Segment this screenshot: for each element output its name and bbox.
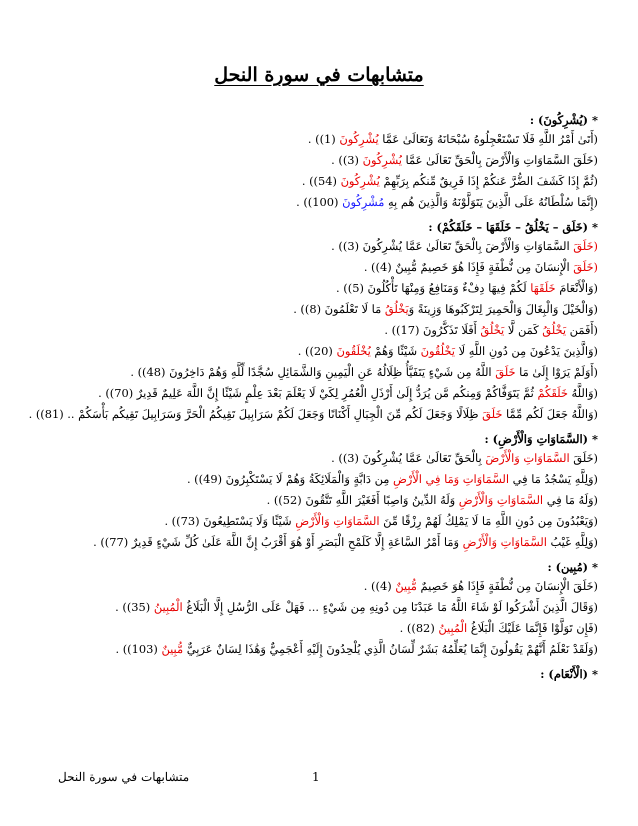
verse-text: (وَلَهُ مَا فِي xyxy=(543,493,598,507)
highlighted-word: خَلَقَ xyxy=(482,407,503,421)
section-heading: * (مُبِين) : xyxy=(547,560,598,574)
verse-text: ثُمَّ يَتَوَفَّاكُمْ وَمِنكُم مَّن يُرَدُّ إِلَىٰ أَرْذَلِ الْعُمُرِ لِكَيْ لَا يَعْلَمَ بَعْدَ عِلْمٍ شَيْئًا إِنَّ اللَّهَ عَلِيمٌ قَدِيرٌ (70)) . xyxy=(98,386,538,400)
section-heading: * (الْأَنْعَام) : xyxy=(540,667,598,681)
verse-text: (أَتَىٰ أَمْرُ اللَّهِ فَلَا تَسْتَعْجِلُوهُ سُبْحَانَهُ وَتَعَالَىٰ عَمَّا xyxy=(378,132,598,146)
verse-line xyxy=(38,150,598,171)
verse-line xyxy=(38,278,598,299)
verse-text: (وَلِلَّهِ غَيْبُ xyxy=(546,535,598,549)
verse-line xyxy=(38,257,598,278)
verse-text: كَمَن لَّا xyxy=(504,323,543,337)
highlighted-word: يَخْلُقُ xyxy=(542,323,567,337)
verse-text: السَّمَاوَاتِ وَالْأَرْضَ بِالْحَقِّ تَعَالَىٰ عَمَّا يُشْرِكُونَ (3)) . xyxy=(331,239,574,253)
verse-text: (4)) . xyxy=(363,579,396,593)
verse-text: (20)) . xyxy=(297,344,337,358)
highlighted-word: يَخْلُقُ xyxy=(384,302,409,316)
highlighted-word: السَّمَاوَاتِ وَالْأَرْضِ xyxy=(295,514,380,528)
highlighted-word: يُشْرِكُونَ xyxy=(340,174,380,188)
highlighted-word: يَخْلُقُونَ xyxy=(420,344,455,358)
highlighted-word: السَّمَاوَاتِ وَمَا فِي الْأَرْضِ xyxy=(392,472,510,486)
verse-text: (وَاللَّهُ جَعَلَ لَكُم مِّمَّا xyxy=(502,407,598,421)
highlighted-word: خَلَقَ xyxy=(495,365,516,379)
highlighted-word: خَلَقَكُمْ xyxy=(537,386,568,400)
verse-text: (3)) . xyxy=(331,153,363,167)
verse-line xyxy=(38,490,598,511)
verse-text: (وَيَعْبُدُونَ مِن دُونِ اللَّهِ مَا لَا يَمْلِكُ لَهُمْ رِزْقًا مِّنَ xyxy=(379,514,598,528)
highlighted-word: الْمُبِينُ xyxy=(438,621,468,635)
verse-text: (إِنَّمَا سُلْطَانُهُ عَلَى الَّذِينَ يَتَوَلَّوْنَهُ وَالَّذِينَ هُم بِهِ xyxy=(384,195,598,209)
verse-text: اللَّهُ مِن شَيْءٍ يَتَفَيَّأُ ظِلَالُهُ عَنِ الْيَمِينِ وَالشَّمَائِلِ سُجَّدًا لِّلَّهِ وَهُمْ دَاخِرُونَ (48)) . xyxy=(130,365,496,379)
highlighted-word: يُشْرِكُونَ xyxy=(362,153,402,167)
verse-text: (خَلَقَ السَّمَاوَاتِ وَالْأَرْضَ بِالْحَقِّ تَعَالَىٰ عَمَّا xyxy=(401,153,598,167)
verse-line xyxy=(38,129,598,150)
verse-text: (أَفَمَن xyxy=(566,323,598,337)
verse-line xyxy=(38,576,598,597)
verse-line xyxy=(38,532,598,553)
verse-text: (82)) . xyxy=(399,621,439,635)
page-number: 1 xyxy=(312,770,320,784)
section-heading: * (خَلَق – يَخْلُقُ – خَلَقَهَا – خَلَقَكُمْ) : xyxy=(428,220,598,234)
verse-line xyxy=(38,236,598,257)
verse-text: (وَالْخَيْلَ وَالْبِغَالَ وَالْحَمِيرَ لِتَرْكَبُوهَا وَزِينَةً وَ xyxy=(408,302,598,316)
verse-line xyxy=(38,448,598,469)
verse-line xyxy=(38,618,598,639)
verse-text: أَفَلَا تَذَكَّرُونَ (17)) . xyxy=(384,323,481,337)
section-heading: * (يُشْرِكُونَ) : xyxy=(529,113,598,127)
verse-text: (54)) . xyxy=(301,174,341,188)
highlighted-word: (خَلَقَ xyxy=(573,260,598,274)
verse-text: (1)) . xyxy=(307,132,340,146)
verse-text: شَيْئًا وَهُمْ xyxy=(370,344,421,358)
highlighted-word: مُّبِينٌ xyxy=(161,642,184,656)
document-body xyxy=(28,112,598,683)
verse-line xyxy=(38,383,598,404)
verse-line xyxy=(38,320,598,341)
verse-line xyxy=(38,192,598,213)
verse-line xyxy=(38,639,598,660)
verse-text: (خَلَقَ الْإِنسَانَ مِن نُّطْفَةٍ فَإِذَا هُوَ خَصِيمٌ xyxy=(416,579,598,593)
verse-text: (35)) . xyxy=(115,600,154,614)
verse-text: (وَقَالَ الَّذِينَ أَشْرَكُوا لَوْ شَاءَ اللَّهُ مَا عَبَدْنَا مِن دُونِهِ مِن شَيْءٍ ... فَهَلْ عَلَى الرُّسُلِ إِلَّا الْبَلَاغُ xyxy=(182,600,598,614)
verse-text: (100)) . xyxy=(296,195,343,209)
verse-line xyxy=(38,597,598,618)
verse-line xyxy=(38,511,598,532)
highlighted-word: مُّبِينٌ xyxy=(395,579,417,593)
verse-text: (وَلَقَدْ نَعْلَمُ أَنَّهُمْ يَقُولُونَ إِنَّمَا يُعَلِّمُهُ بَشَرٌ لِّسَانُ الَّذِي يُلْحِدُونَ إِلَيْهِ أَعْجَمِيٌّ وَهَٰذَا لِسَانٌ عَرَبِيٌّ xyxy=(183,642,598,656)
verse-text: (103)) . xyxy=(115,642,162,656)
verse-text: لَكُمْ فِيهَا دِفْءٌ وَمَنَافِعُ وَمِنْهَا تَأْكُلُونَ (5)) . xyxy=(336,281,531,295)
verse-text: (أَوَلَمْ يَرَوْا إِلَىٰ مَا xyxy=(515,365,598,379)
verse-text: (فَإِن تَوَلَّوْا فَإِنَّمَا عَلَيْكَ الْبَلَاغُ xyxy=(467,621,598,635)
highlighted-word: (خَلَقَ xyxy=(573,239,598,253)
highlighted-word: يُخْلَقُونَ xyxy=(336,344,371,358)
highlighted-word: يُشْرِكُونَ xyxy=(339,132,379,146)
verse-text: (وَالَّذِينَ يَدْعُونَ مِن دُونِ اللَّهِ لَا xyxy=(454,344,598,358)
verse-text: ظِلَالًا وَجَعَلَ لَكُم مِّنَ الْجِبَالِ أَكْنَانًا وَجَعَلَ لَكُمْ سَرَابِيلَ تَقِيكُمُ الْحَرَّ وَسَرَابِيلَ تَقِيكُم بَأْسَكُمْ .. (81)) . xyxy=(28,407,483,421)
verse-text: شَيْئًا وَلَا يَسْتَطِيعُونَ (73)) . xyxy=(164,514,296,528)
verse-text: (وَالْأَنْعَامَ xyxy=(555,281,598,295)
verse-line xyxy=(38,171,598,192)
footer-title: متشابهات في سورة النحل xyxy=(58,770,190,784)
highlighted-word: السَّمَاوَاتِ وَالْأَرْضَ xyxy=(485,451,570,465)
verse-line xyxy=(38,469,598,490)
verse-text: (ثُمَّ إِذَا كَشَفَ الضُّرَّ عَنكُمْ إِذَا فَرِيقٌ مِّنكُم بِرَبِّهِمْ xyxy=(379,174,598,188)
verse-line xyxy=(38,362,598,383)
verse-line xyxy=(28,404,598,425)
section-heading: * (السَّمَاوَاتِ وَالْأَرْضِ) : xyxy=(484,432,598,446)
verse-line xyxy=(38,341,598,362)
verse-text: الْإِنسَانَ مِن نُّطْفَةٍ فَإِذَا هُوَ خَصِيمٌ مُّبِينٌ (4)) . xyxy=(363,260,574,274)
verse-text: وَمَا أَمْرُ السَّاعَةِ إِلَّا كَلَمْحِ الْبَصَرِ أَوْ هُوَ أَقْرَبُ إِنَّ اللَّهَ عَلَىٰ كُلِّ شَيْءٍ قَدِيرٌ (77)) . xyxy=(93,535,463,549)
verse-text: وَلَهُ الدِّينُ وَاصِبًا أَفَغَيْرَ اللَّهِ تَتَّقُونَ (52)) . xyxy=(266,493,459,507)
verse-text: مَا لَا تَعْلَمُونَ (8)) . xyxy=(293,302,385,316)
verse-text: (وَلِلَّهِ يَسْجُدُ مَا فِي xyxy=(509,472,598,486)
verse-text: بِالْحَقِّ تَعَالَىٰ عَمَّا يُشْرِكُونَ (3)) . xyxy=(331,451,486,465)
page-title: متشابهات في سورة النحل xyxy=(214,64,424,86)
page-footer xyxy=(0,770,638,790)
verse-text: (وَاللَّهُ xyxy=(567,386,598,400)
verse-text: مِن دَابَّةٍ وَالْمَلَائِكَةُ وَهُمْ لَا يَسْتَكْبِرُونَ (49)) . xyxy=(186,472,393,486)
highlighted-word: يَخْلُقُ xyxy=(480,323,505,337)
highlighted-word: الْمُبِينُ xyxy=(153,600,183,614)
highlighted-word: السَّمَاوَاتِ وَالْأَرْضِ xyxy=(458,493,544,507)
highlighted-word: مُشْرِكُونَ xyxy=(342,195,385,209)
verse-text: (خَلَقَ xyxy=(569,451,598,465)
highlighted-word: خَلَقَهَا xyxy=(530,281,556,295)
verse-line xyxy=(38,299,598,320)
highlighted-word: السَّمَاوَاتِ وَالْأَرْضِ xyxy=(462,535,547,549)
